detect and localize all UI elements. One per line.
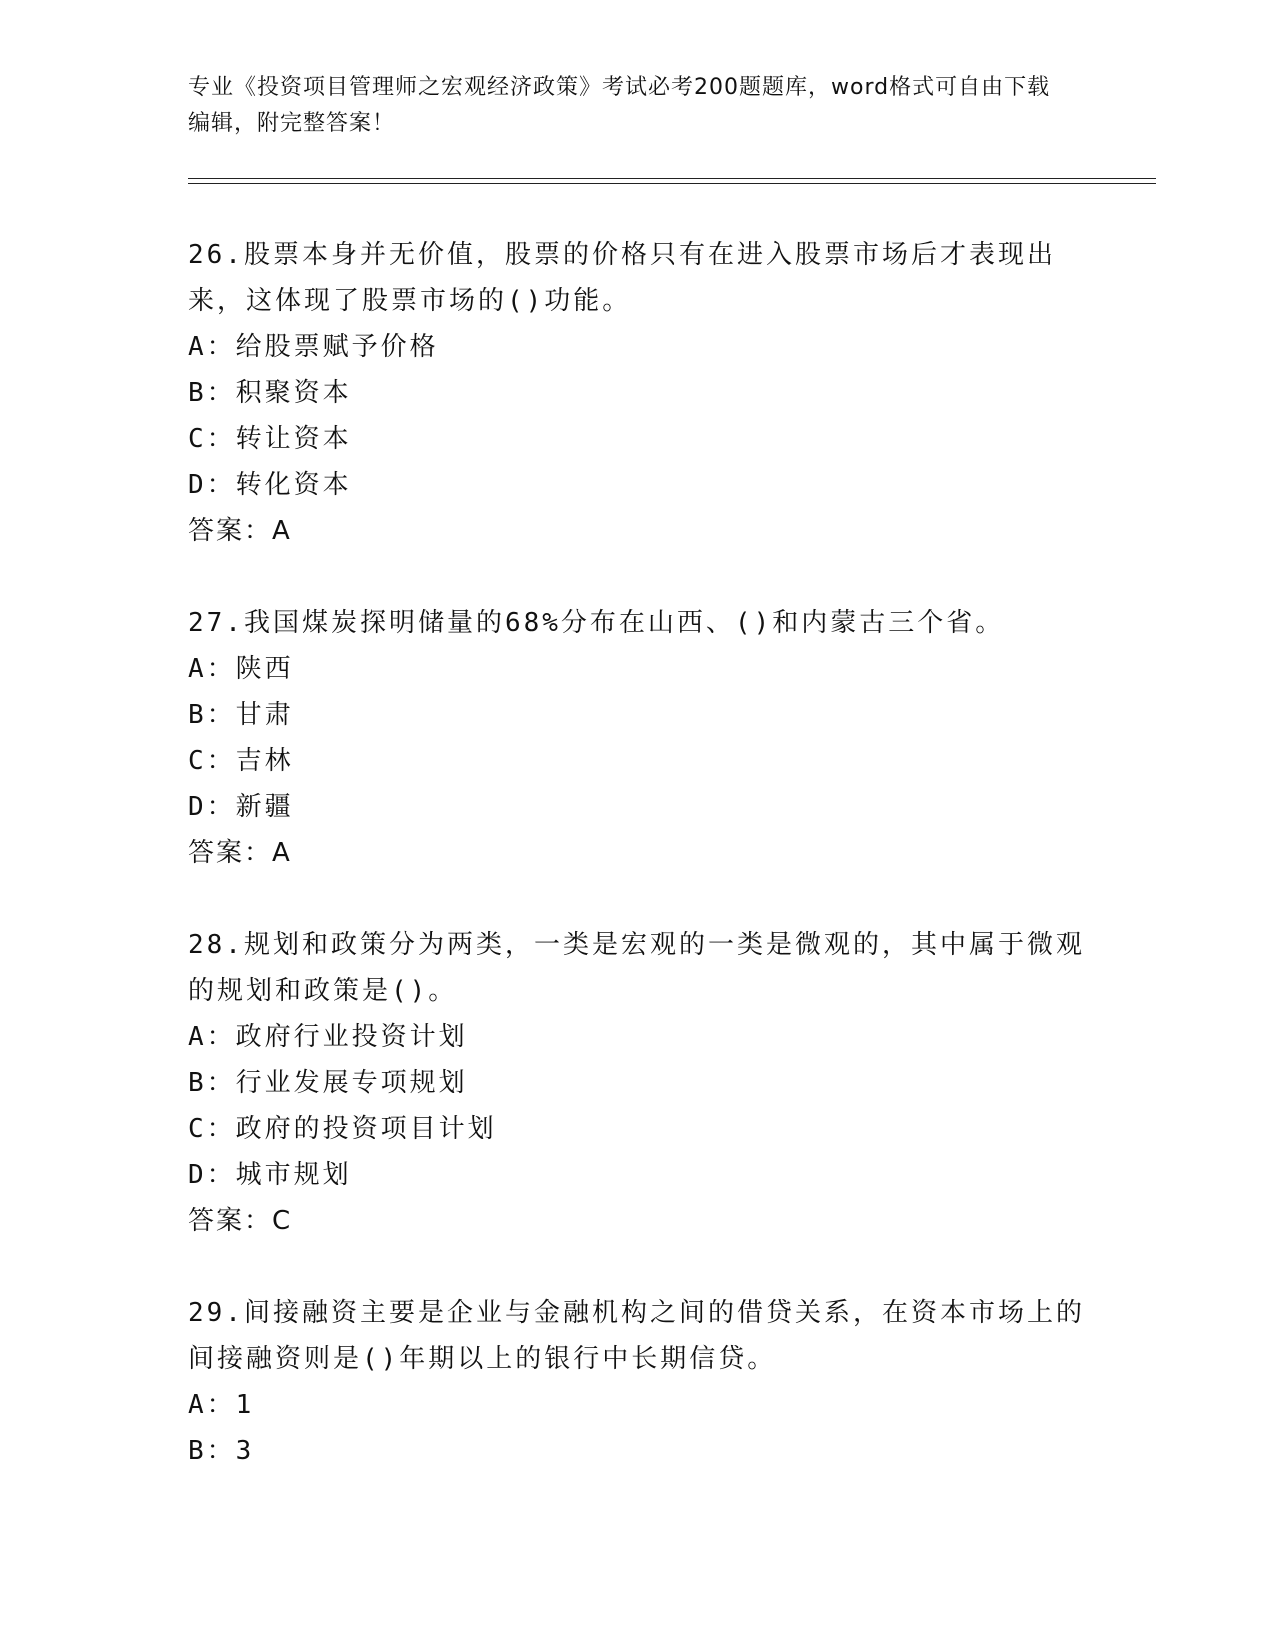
option-c: C：吉林: [188, 746, 294, 776]
header-divider-top: [188, 178, 1156, 179]
option-a: A：陕西: [188, 654, 294, 684]
question-29: [188, 1290, 1088, 1474]
question-stem: 28.规划和政策分为两类，一类是宏观的一类是微观的，其中属于微观的规划和政策是()。: [188, 930, 1085, 1006]
question-stem: 26.股票本身并无价值，股票的价格只有在进入股票市场后才表现出来，这体现了股票市场的()功能。: [188, 240, 1056, 316]
answer: 答案：A: [188, 838, 292, 868]
option-b: B：甘肃: [188, 700, 294, 730]
question-list: [188, 232, 1088, 1520]
answer: 答案：C: [188, 1206, 293, 1236]
option-b: B：3: [188, 1436, 255, 1466]
option-b: B：积聚资本: [188, 378, 352, 408]
document-header: 专业《投资项目管理师之宏观经济政策》考试必考200题题库，word格式可自由下载编辑，附完整答案！: [188, 75, 1051, 136]
option-d: D：新疆: [188, 792, 294, 822]
option-d: D：城市规划: [188, 1160, 352, 1190]
option-c: C：政府的投资项目计划: [188, 1114, 497, 1144]
question-stem: 27.我国煤炭探明储量的68%分布在山西、()和内蒙古三个省。: [188, 608, 1005, 638]
question-27: [188, 600, 1088, 876]
option-a: A：1: [188, 1390, 255, 1420]
answer: 答案：A: [188, 516, 292, 546]
option-a: A：给股票赋予价格: [188, 332, 439, 362]
option-b: B：行业发展专项规划: [188, 1068, 468, 1098]
option-a: A：政府行业投资计划: [188, 1022, 468, 1052]
option-d: D：转化资本: [188, 470, 352, 500]
option-c: C：转让资本: [188, 424, 352, 454]
question-26: [188, 232, 1088, 554]
header-divider-bottom: [188, 183, 1156, 184]
question-28: [188, 922, 1088, 1244]
question-stem: 29.间接融资主要是企业与金融机构之间的借贷关系，在资本市场上的间接融资则是()年期以上的银行中长期信贷。: [188, 1298, 1085, 1374]
